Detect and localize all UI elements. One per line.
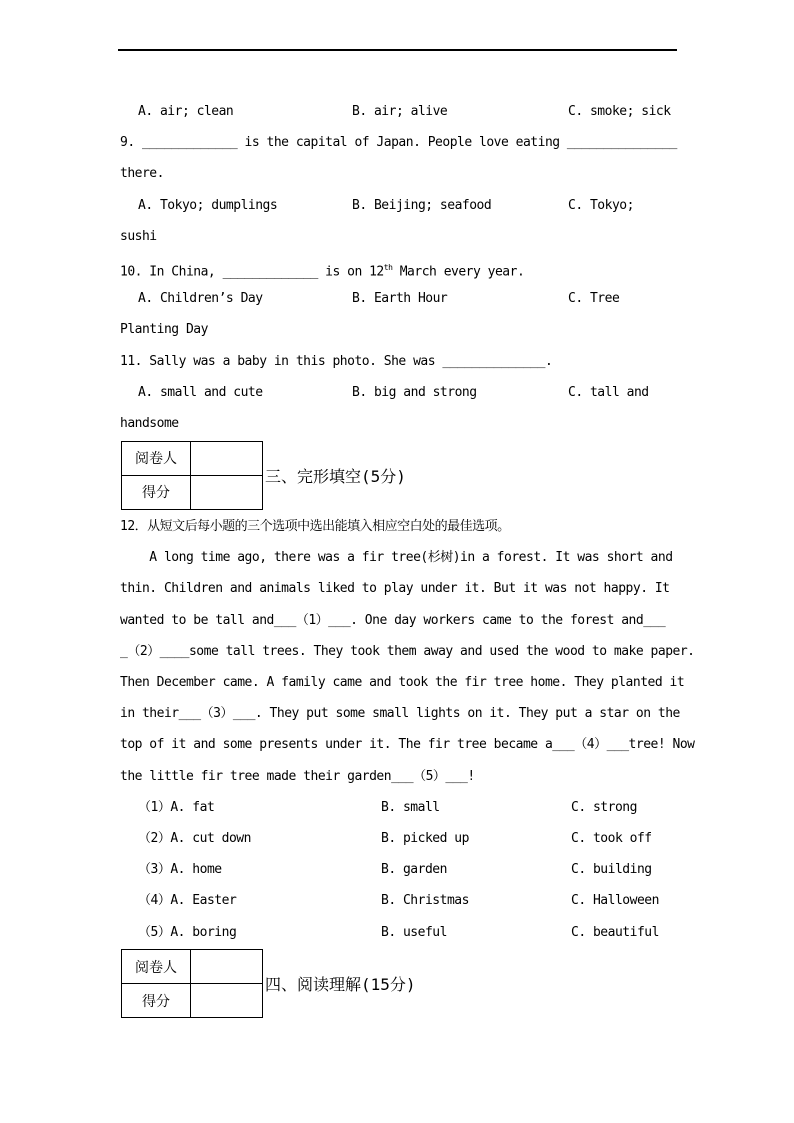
q10-stem-text-after: March every year. bbox=[392, 264, 525, 280]
cloze-passage-line: Then December came. A family came and took the fir tree home. They planted it bbox=[120, 675, 685, 690]
q9-option-c-wrap: sushi bbox=[120, 228, 157, 244]
cloze-passage-line: top of it and some presents under it. The fir tree became a___（4）___tree! Now bbox=[120, 737, 695, 753]
q10-stem bbox=[120, 252, 677, 283]
cloze-blank1-option-c: C. strong bbox=[571, 799, 637, 815]
q8-option-a: A. air; clean bbox=[138, 104, 234, 119]
reading-section-header bbox=[120, 948, 677, 1020]
grader-blank-cell bbox=[191, 950, 263, 984]
q10-option-b: B. Earth Hour bbox=[352, 291, 448, 307]
q10-option-c: C. Tree bbox=[568, 291, 620, 307]
cloze-passage-line: _（2）____some tall trees. They took them away and used the wood to make paper. bbox=[120, 643, 695, 659]
grader-label-cell: 阅卷人 bbox=[122, 950, 191, 984]
cloze-blank4-option-a: （4）A. Easter bbox=[138, 893, 237, 909]
cloze-blank3-option-a: （3）A. home bbox=[138, 862, 222, 878]
q11-options-row bbox=[120, 377, 677, 408]
cloze-blank1-option-b: B. small bbox=[381, 799, 440, 815]
cloze-blank1-option-a: （1）A. fat bbox=[138, 799, 215, 815]
cloze-blank5-option-a: （5）A. boring bbox=[138, 924, 237, 940]
score-label-cell: 得分 bbox=[122, 984, 191, 1018]
cloze-passage-line: A long time ago, there was a fir tree(杉树)in a forest. It was short and bbox=[120, 550, 673, 566]
cloze-section-title: 三、完形填空(5分) bbox=[265, 466, 406, 486]
q9-options-row bbox=[120, 190, 677, 221]
q11-option-b: B. big and strong bbox=[352, 384, 477, 400]
q12-instruction: 12．从短文后每小题的三个选项中选出能填入相应空白处的最佳选项。 bbox=[120, 519, 510, 535]
score-label-cell: 得分 bbox=[122, 475, 191, 509]
cloze-blank4-option-b: B. Christmas bbox=[381, 893, 469, 909]
q11-option-c: C. tall and bbox=[568, 384, 649, 400]
cloze-blank2-option-b: B. picked up bbox=[381, 830, 469, 846]
q9-option-c: C. Tokyo; bbox=[568, 197, 634, 213]
cloze-passage-line: thin. Children and animals liked to play under it. But it was not happy. It bbox=[120, 581, 670, 597]
cloze-passage-line: in their___（3）___. They put some small lights on it. They put a star on the bbox=[120, 706, 680, 722]
q11-stem: 11. Sally was a baby in this photo. She was ______________. bbox=[120, 353, 553, 369]
cloze-blank1-options-row bbox=[120, 792, 677, 823]
cloze-passage-line: the little fir tree made their garden___（5）___! bbox=[120, 768, 475, 784]
cloze-blank3-option-c: C. building bbox=[571, 862, 652, 878]
reading-section-title: 四、阅读理解(15分) bbox=[265, 975, 416, 995]
cloze-blank2-options-row bbox=[120, 823, 677, 854]
cloze-blank2-option-a: （2）A. cut down bbox=[138, 830, 251, 846]
cloze-blank5-option-b: B. useful bbox=[381, 924, 447, 940]
cloze-blank3-options-row bbox=[120, 854, 677, 885]
q8-option-c: C. smoke; sick bbox=[568, 104, 671, 119]
score-blank-cell bbox=[191, 475, 263, 509]
grader-blank-cell bbox=[191, 441, 263, 475]
q10-ordinal-superscript: th bbox=[383, 262, 393, 272]
q9-option-b: B. Beijing; seafood bbox=[352, 197, 492, 213]
cloze-blank4-options-row bbox=[120, 885, 677, 916]
q8-option-b: B. air; alive bbox=[352, 104, 448, 119]
page-content bbox=[120, 0, 695, 1020]
q9-option-a: A. Tokyo; dumplings bbox=[138, 197, 278, 213]
q10-options-row bbox=[120, 283, 677, 314]
cloze-blank5-option-c: C. beautiful bbox=[571, 924, 659, 940]
cloze-blank3-option-b: B. garden bbox=[381, 862, 447, 878]
score-blank-cell bbox=[191, 984, 263, 1018]
q10-option-a: A. Children’s Day bbox=[138, 291, 263, 307]
cloze-blank2-option-c: C. took off bbox=[571, 830, 652, 846]
q10-option-c-wrap: Planting Day bbox=[120, 322, 208, 338]
q8-options-row bbox=[120, 96, 677, 127]
q10-stem-text: 10. In China, _____________ is on 12 bbox=[120, 264, 384, 280]
cloze-section-header bbox=[120, 439, 677, 511]
q11-option-a: A. small and cute bbox=[138, 384, 263, 400]
cloze-passage-line: wanted to be tall and___（1）___. One day workers came to the forest and___ bbox=[120, 612, 666, 628]
q11-option-c-wrap: handsome bbox=[120, 415, 179, 431]
q9-stem-wrap: there. bbox=[120, 166, 164, 182]
cloze-blank5-options-row bbox=[120, 917, 677, 948]
grader-label-cell: 阅卷人 bbox=[122, 441, 191, 475]
q9-stem: 9. _____________ is the capital of Japan. People love eating _______________ bbox=[120, 135, 677, 151]
cloze-blank4-option-c: C. Halloween bbox=[571, 893, 659, 909]
